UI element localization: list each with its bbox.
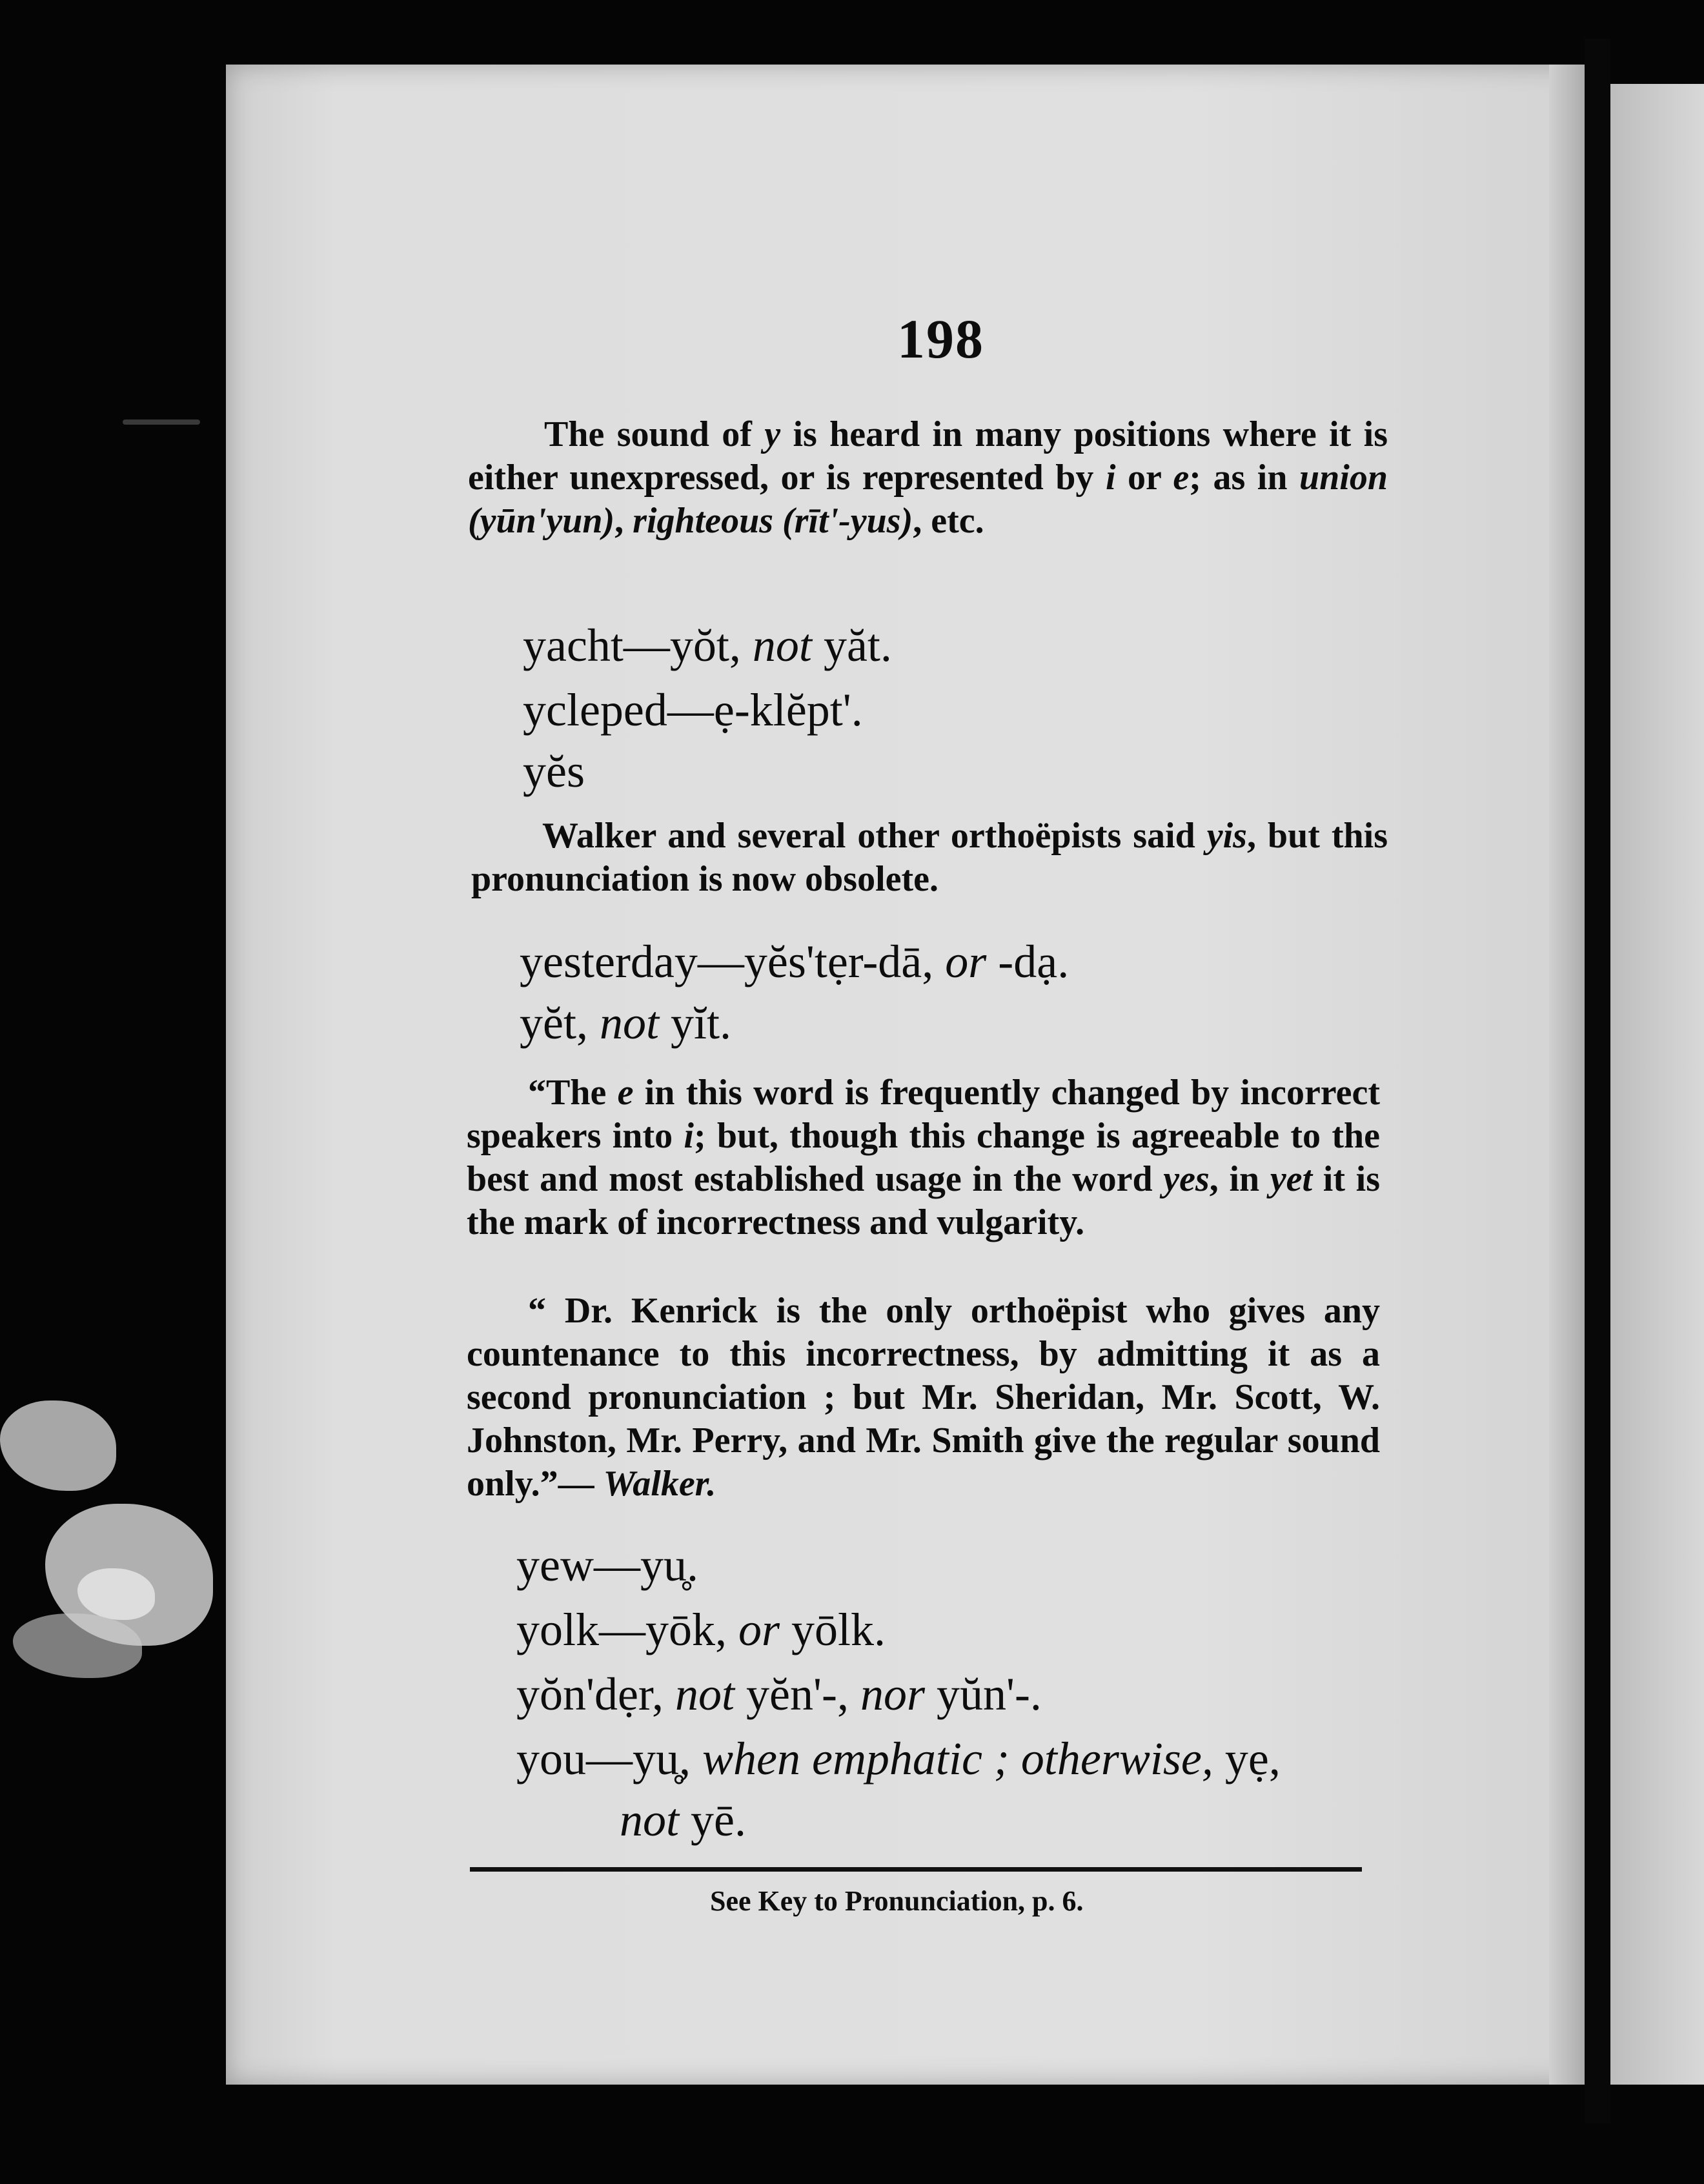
footer-rule bbox=[470, 1867, 1362, 1872]
quote-paragraph-1: “The e in this word is frequently changed by incorrect speakers into i; but, though this change is agreeable to the best and most established usage in the word yes, in yet it is the mark of incorrectness and vulgarity. bbox=[467, 1073, 1381, 1242]
entry-you: you—yu̥, when emphatic ; otherwise, yẹ, bbox=[516, 1733, 1281, 1785]
scan-stain bbox=[0, 1400, 116, 1491]
entry-yet: yĕt, not yĭt. bbox=[520, 997, 731, 1049]
scan-stain bbox=[13, 1613, 142, 1678]
pronunciation-key-note: See Key to Pronunciation, p. 6. bbox=[710, 1885, 1084, 1917]
entry-yesterday: yesterday—yĕs'tẹr-dā, or -dạ. bbox=[520, 936, 1070, 987]
intro-paragraph: The sound of y is heard in many positions where it is either unexpressed, or is represented by i or e; as in union (yūn'yun), righteous (rīt'-yus), etc. bbox=[468, 414, 1388, 541]
book-gutter bbox=[1585, 39, 1610, 2123]
walker-note: Walker and several other orthoëpists said yis, but this pronunciation is now obsolete. bbox=[471, 816, 1388, 899]
entry-yonder: yŏn'dẹr, not yĕn'-, nor yŭn'-. bbox=[516, 1668, 1042, 1720]
entry-yes: yĕs bbox=[523, 745, 585, 797]
scan-speck bbox=[123, 420, 200, 425]
entry-ycleped: ycleped—ẹ-klĕpt'. bbox=[523, 684, 863, 736]
page-number: 198 bbox=[897, 308, 984, 370]
entry-you-continued: not yē. bbox=[620, 1794, 746, 1846]
entry-yew: yew—yu̥. bbox=[516, 1539, 698, 1591]
facing-page-edge bbox=[1610, 84, 1704, 2085]
entry-yolk: yolk—yōk, or yōlk. bbox=[516, 1604, 886, 1655]
entry-yacht: yacht—yŏt, not yăt. bbox=[523, 620, 892, 671]
page-edge bbox=[1549, 65, 1588, 2085]
quote-paragraph-2: “ Dr. Kenrick is the only orthoëpist who gives any countenance to this incorrectness, by admitting it as a second pronunciation ; but Mr. Sheridan, Mr. Scott, W. Johnston, Mr. Perry, and Mr. Smith give the regular sound only.”— Walker. bbox=[467, 1291, 1380, 1504]
